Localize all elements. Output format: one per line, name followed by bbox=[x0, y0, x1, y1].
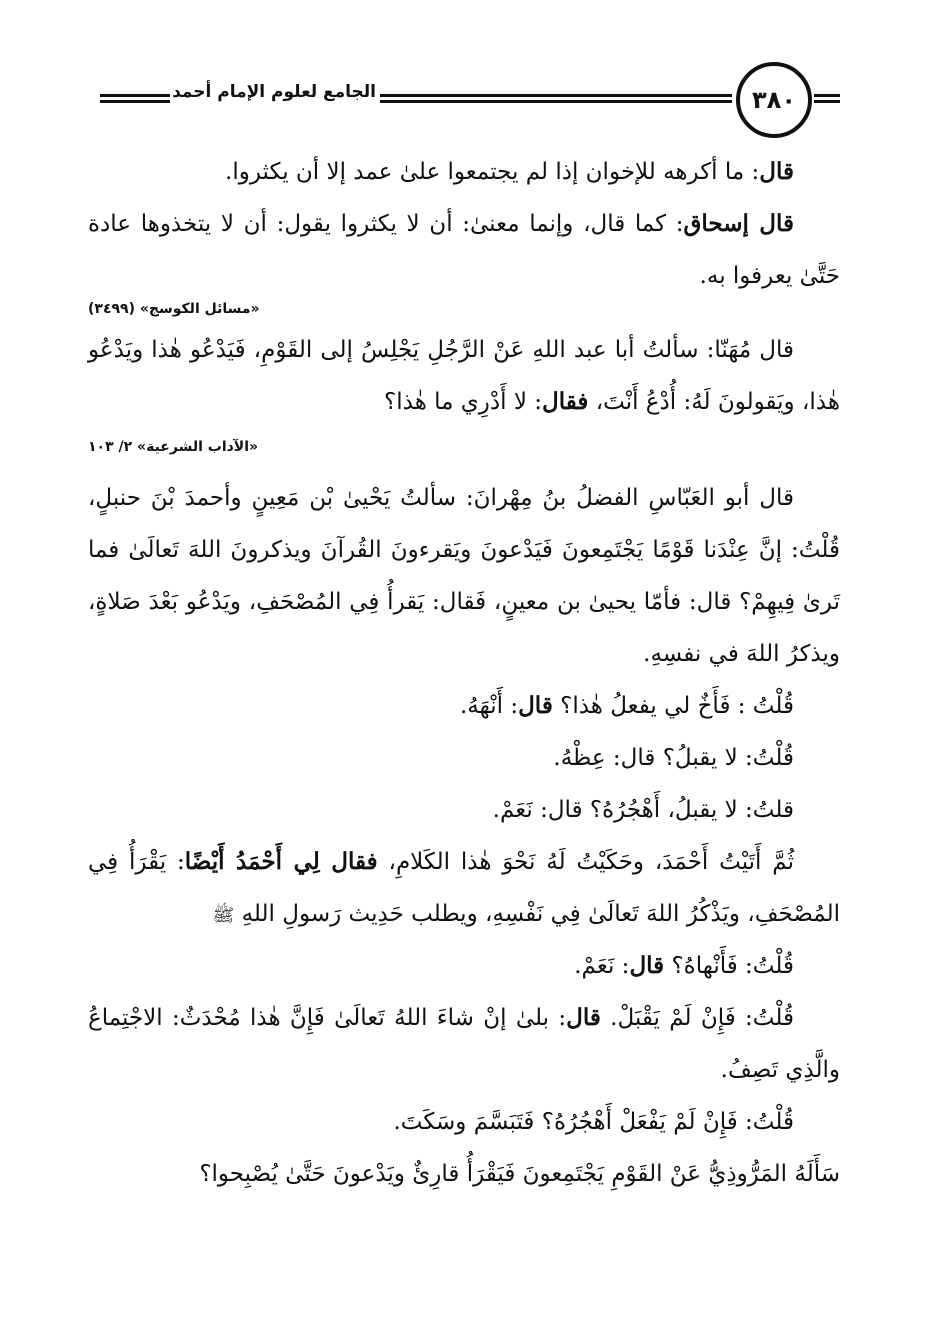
page-number: ٣٨٠ bbox=[752, 86, 796, 114]
running-title: الجامع لعلوم الإمام أحمد bbox=[172, 82, 376, 102]
paragraph-text: قال أبو العَبّاسِ الفضلُ بنُ مِهْرانَ: سألتُ يَحْيىٰ بْن مَعِينٍ وأحمدَ بْنَ حنبلٍ، قُلْتُ: إنَّ عِنْدَنا قَوْمًا يَجْتَمِعونَ فَيَدْعونَ ويَقرءونَ القُرآنَ ويذكرونَ اللهَ تَعالَىٰ فما تَرىٰ فِيهِمْ؟ قال: فأمّا يحيىٰ بن معينٍ، فَقال: يَقرأُ فِي المُصْحَفِ، ويَدْعُو بَعْدَ صَلاةٍ، ويذكرُ اللهَ في نفسِهِ. bbox=[88, 485, 840, 667]
answer-text: : أَنْهَهُ. bbox=[459, 693, 519, 719]
paragraph-9 bbox=[88, 940, 840, 992]
paragraph-text: قلتُ: لا يقبلُ، أَهْجُرُهُ؟ قال: نَعَمْ. bbox=[492, 797, 794, 823]
paragraph-text: قُلْتُ: فَإِنْ لَمْ يَفْعَلْ أَهْجُرُهُ؟ فَتَبَسَّمَ وسَكَتَ. bbox=[393, 1109, 794, 1135]
salla-symbol: ﷺ bbox=[212, 905, 235, 926]
page-number-circle bbox=[736, 62, 812, 138]
speaker-label: قال bbox=[629, 952, 665, 979]
speaker-label: فقال لِي أَحْمَدُ أَيْضًا bbox=[184, 848, 378, 875]
question-text: قُلْتُ: فَإِنْ لَمْ يَقْبَلْ. bbox=[610, 1005, 794, 1031]
paragraph-text: قال مُهَنّا: سألتُ أبا عبد اللهِ عَنْ الرَّجُلِ يَجْلِسُ إلى القَوْمِ، فَيَدْعُو هٰذا ويَدْعُو هٰذا، ويَقولونَ لَهُ: أُدْعُ أَنْتَ، bbox=[88, 337, 840, 415]
paragraph-2 bbox=[88, 198, 840, 302]
source-citation-2: «الآداب الشرعية» ٢/ ١٠٣ bbox=[88, 439, 259, 455]
paragraph-4 bbox=[88, 472, 840, 680]
question-text: قُلْتُ : فَأَخٌ لي يفعلُ هٰذا؟ bbox=[560, 693, 794, 719]
speaker-label: قال إسحاق bbox=[683, 210, 794, 237]
page-header bbox=[100, 62, 840, 142]
question-text: قُلْتُ: فَأَنْهاهُ؟ bbox=[671, 953, 794, 979]
paragraph-7 bbox=[88, 784, 840, 836]
speaker-label: قال bbox=[759, 158, 794, 185]
paragraph-3 bbox=[88, 324, 840, 428]
paragraph-text: سَأَلَهُ المَرُّوذِيُّ عَنْ القَوْمِ يَجْتَمِعونَ فَيَقْرَأُ قارِئٌ ويَدْعونَ حَتَّىٰ يُصْبِحوا؟ bbox=[199, 1161, 840, 1187]
speaker-label: قال bbox=[518, 692, 553, 719]
paragraph-5 bbox=[88, 680, 840, 732]
answer-text: : نَعَمْ. bbox=[574, 953, 630, 979]
source-citation-1: «مسائل الكوسج» (٣٤٩٩) bbox=[88, 301, 260, 317]
paragraph-1 bbox=[88, 146, 840, 198]
paragraph-6 bbox=[88, 732, 840, 784]
speaker-label: فقال bbox=[542, 388, 589, 415]
paragraph-text: : كما قال، وإنما معنىٰ: أن لا يكثروا يقول: أن لا يتخذوها عادة حَتَّىٰ يعرفوا به. bbox=[88, 211, 840, 289]
header-rule-left bbox=[100, 94, 170, 103]
paragraph-text-end: : يَقْرَأُ فِي المُصْحَفِ، ويَذْكُرُ اللهَ تَعالَىٰ فِي نَفْسِهِ، ويطلب حَدِيث رَسولِ اللهِ bbox=[88, 849, 840, 927]
paragraph-10 bbox=[88, 992, 840, 1096]
paragraph-text: ثُمَّ أَتَيْتُ أَحْمَدَ، وحَكَيْتُ لَهُ نَحْوَ هٰذا الكَلامِ، bbox=[388, 849, 795, 875]
paragraph-8 bbox=[88, 836, 840, 940]
answer-text: : بلىٰ إنْ شاءَ اللهُ تَعالَىٰ فَإِنَّ هٰذا مُحْدَثٌ: الاجْتِماعُ والَّذِي تَصِفُ. bbox=[88, 1005, 840, 1083]
paragraph-text: قُلْتُ: لا يقبلُ؟ قال: عِظْهُ. bbox=[553, 745, 794, 771]
paragraph-12 bbox=[88, 1148, 840, 1200]
paragraph-text: : ما أكرهه للإخوان إذا لم يجتمعوا علىٰ عمد إلا أن يكثروا. bbox=[225, 159, 760, 185]
paragraph-11 bbox=[88, 1096, 840, 1148]
page-content bbox=[88, 146, 840, 1200]
header-rule-middle bbox=[380, 94, 732, 103]
speaker-label: قال bbox=[566, 1004, 601, 1031]
paragraph-text-end: : لا أَدْرِي ما هٰذا؟ bbox=[384, 389, 543, 415]
header-rule-right bbox=[814, 94, 840, 103]
